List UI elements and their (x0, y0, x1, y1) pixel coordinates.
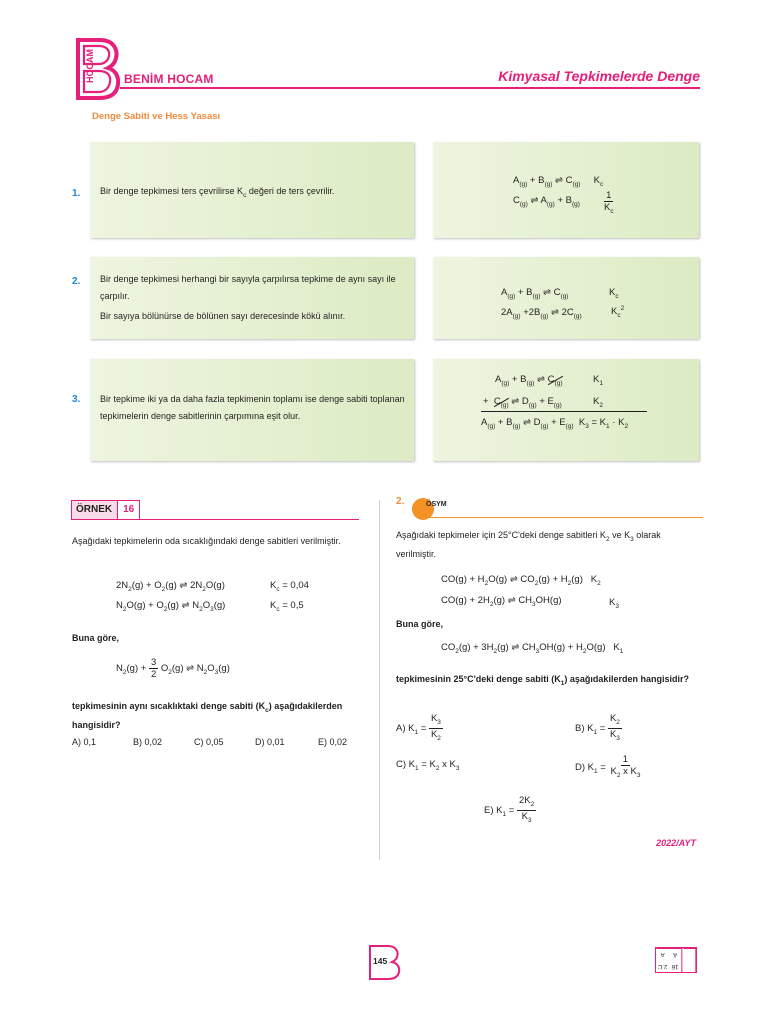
ornek-buna-gore: Buna göre, (72, 633, 120, 643)
ornek-tag (71, 500, 140, 520)
rule-3-sum-line (481, 411, 647, 412)
rule-2-equation-doubled: $2A_{(g)} +2B_{(g)}$ ⇌ $2C_{(g)}$ (501, 307, 582, 320)
question-2-option-c[interactable]: C) $K_1 = K_2$ x $K_3$ (396, 759, 460, 772)
rule-2-text-divide: Bir sayıya bölünürse de bölünen sayı derecesinde kökü alınır. (100, 311, 346, 321)
answer-key (655, 947, 697, 973)
rule-box-3-text (90, 359, 414, 461)
question-2-question: tepkimesinin 25°C'deki denge sabiti $(K_1)$ aşağıdakilerden hangisidir? (396, 674, 689, 687)
rule-2-equation-base: $A_{(g)} + B_{(g)}$ ⇌ $C_{(g)}$ (501, 287, 569, 300)
answer-key-cell (683, 948, 696, 960)
rule-1-text: Bir denge tepkimesi ters çevrilirse $K_c$ değeri de ters çevrilir. (100, 186, 335, 199)
rule-number-2: 2. (72, 276, 81, 287)
rule-box-1-text (90, 142, 414, 238)
rule-box-1-equations (433, 142, 699, 238)
question-2-option-b[interactable]: B) $K_1$ = $\frac{K_2}{K_3}$ (575, 713, 620, 742)
answer-key-cell: A (656, 948, 669, 960)
answer-key-cell (683, 960, 696, 972)
ornek-option-b[interactable]: B) 0,02 (133, 737, 163, 747)
ornek-k-1: $K_c = 0,04$ (270, 580, 309, 593)
question-2-number: 2. (396, 496, 405, 507)
rule-2-text-multiply: Bir denge tepkimesi herhangi bir sayıyla çarpılırsa tepkime de aynı sayı ile çarpılır. (100, 274, 396, 301)
rule-number-3: 3. (72, 394, 81, 405)
rule-1-inverse-k: $\frac{1}{K_c}$ (604, 190, 614, 215)
rule-2-k-base: $K_c$ (609, 287, 619, 300)
rule-3-k1: $K_1$ (593, 374, 603, 387)
ornek-reaction-2: $N_2O(g) + O_2(g)$ ⇌ $N_2O_3(g)$ (116, 600, 226, 613)
rule-box-2-text (90, 257, 414, 339)
rule-2-k-squared: $K_c^2$ (611, 305, 625, 320)
question-2-reaction-1: $CO(g) + H_2O(g)$ ⇌ $CO_2(g) + H_2(g)$ $K_2$ (441, 574, 601, 587)
question-2-intro: Aşağıdaki tepkimeler için 25°C'deki denge sabitleri $K_2$ ve $K_3$ olarak verilmiştir. (396, 530, 661, 559)
ornek-option-e[interactable]: E) 0,02 (318, 737, 348, 747)
ornek-option-c[interactable]: C) 0,05 (194, 737, 224, 747)
question-2-reaction-2: $CO(g) + 2H_2(g)$ ⇌ $CH_3OH(g)$ (441, 595, 562, 608)
answer-key-cell: 2.C (658, 963, 668, 969)
question-2-k3: $K_3$ (609, 597, 619, 610)
ornek-option-a[interactable]: A) 0,1 (72, 737, 97, 747)
page-number: 145 (373, 956, 388, 966)
rule-3-text: Bir tepkime iki ya da daha fazla tepkimenin toplamı ise denge sabiti toplanan tepkimelerin denge sabitlerinin çarpımına eşit olur. (100, 394, 405, 421)
rule-1-equation-reverse: $C_{(g)}$ ⇌ $A_{(g)} + B_{(g)}$ (513, 195, 580, 208)
rule-number-1: 1. (72, 188, 81, 199)
question-2-source: 2022/AYT (656, 838, 696, 848)
benim-hocam-logo (72, 38, 122, 100)
question-2-option-d[interactable]: D) $K_1$ = $\frac{1}{K_2 x K_3}$ (575, 754, 641, 779)
brand-name: BENİM HOCAM (124, 72, 214, 86)
ornek-intro: Aşağıdaki tepkimelerin oda sıcaklığındaki denge sabitleri verilmiştir. (72, 536, 341, 546)
chapter-title: Kimyasal Tepkimelerde Denge (498, 68, 700, 84)
section-title: Denge Sabiti ve Hess Yasası (92, 111, 221, 122)
rule-box-2-equations (433, 257, 699, 339)
ornek-option-d[interactable]: D) 0,01 (255, 737, 285, 747)
ornek-k-2: $K_c = 0,5$ (270, 600, 304, 613)
rule-3-equation-1: $A_{(g)} + B_{(g)}$ ⇌ $C_{(g)}$ (495, 374, 563, 387)
rule-3-equation-sum: $A_{(g)} + B_{(g)}$ ⇌ $D_{(g)} + E_{(g)}$ $K_3 = K_1 \cdot K_2$ (481, 417, 629, 430)
question-2-option-a[interactable]: A) $K_1$ = $\frac{K_3}{K_2}$ (396, 713, 441, 742)
rule-3-k2: $K_2$ (593, 396, 603, 409)
header-rule (120, 87, 700, 89)
question-2-option-e[interactable]: E) $K_1$ = $\frac{2K_2}{K_3}$ (484, 795, 535, 824)
ornek-label: ÖRNEK (72, 501, 117, 519)
rule-1-equation-forward: $A_{(g)} + B_{(g)}$ ⇌ $C_{(g)}$ $K_c$ (513, 175, 604, 188)
ornek-target-reaction: $N_2(g)$ + $\frac{3}{2}$ $O_2(g)$ ⇌ $N_2O_3(g)$ (116, 657, 230, 680)
rule-box-3-equations (433, 359, 699, 461)
question-2-buna-gore: Buna göre, (396, 619, 444, 629)
answer-key-cell: 16 (669, 960, 682, 972)
answer-key-cell: A (669, 948, 682, 960)
ornek-question: tepkimesinin aynı sıcaklıktaki denge sabiti $(K_c)$ aşağıdakilerden hangisidir? (72, 701, 343, 730)
svg-text:HOCAM: HOCAM (85, 49, 95, 83)
question-2-rule (426, 517, 703, 518)
ornek-number: 16 (117, 501, 139, 519)
rule-3-equation-2: + $C_{(g)}$ ⇌ $D_{(g)} + E_{(g)}$ (483, 396, 562, 409)
osym-tag: ÖSYM (426, 501, 447, 508)
column-divider (379, 500, 380, 860)
ornek-rule (71, 519, 359, 520)
question-2-target-reaction: $CO_2(g) + 3H_2(g)$ ⇌ $CH_3OH(g) + H_2O(g)$ $K_1$ (441, 642, 624, 655)
ornek-reaction-1: $2N_2(g) + O_2(g)$ ⇌ $2N_2O(g)$ (116, 580, 225, 593)
